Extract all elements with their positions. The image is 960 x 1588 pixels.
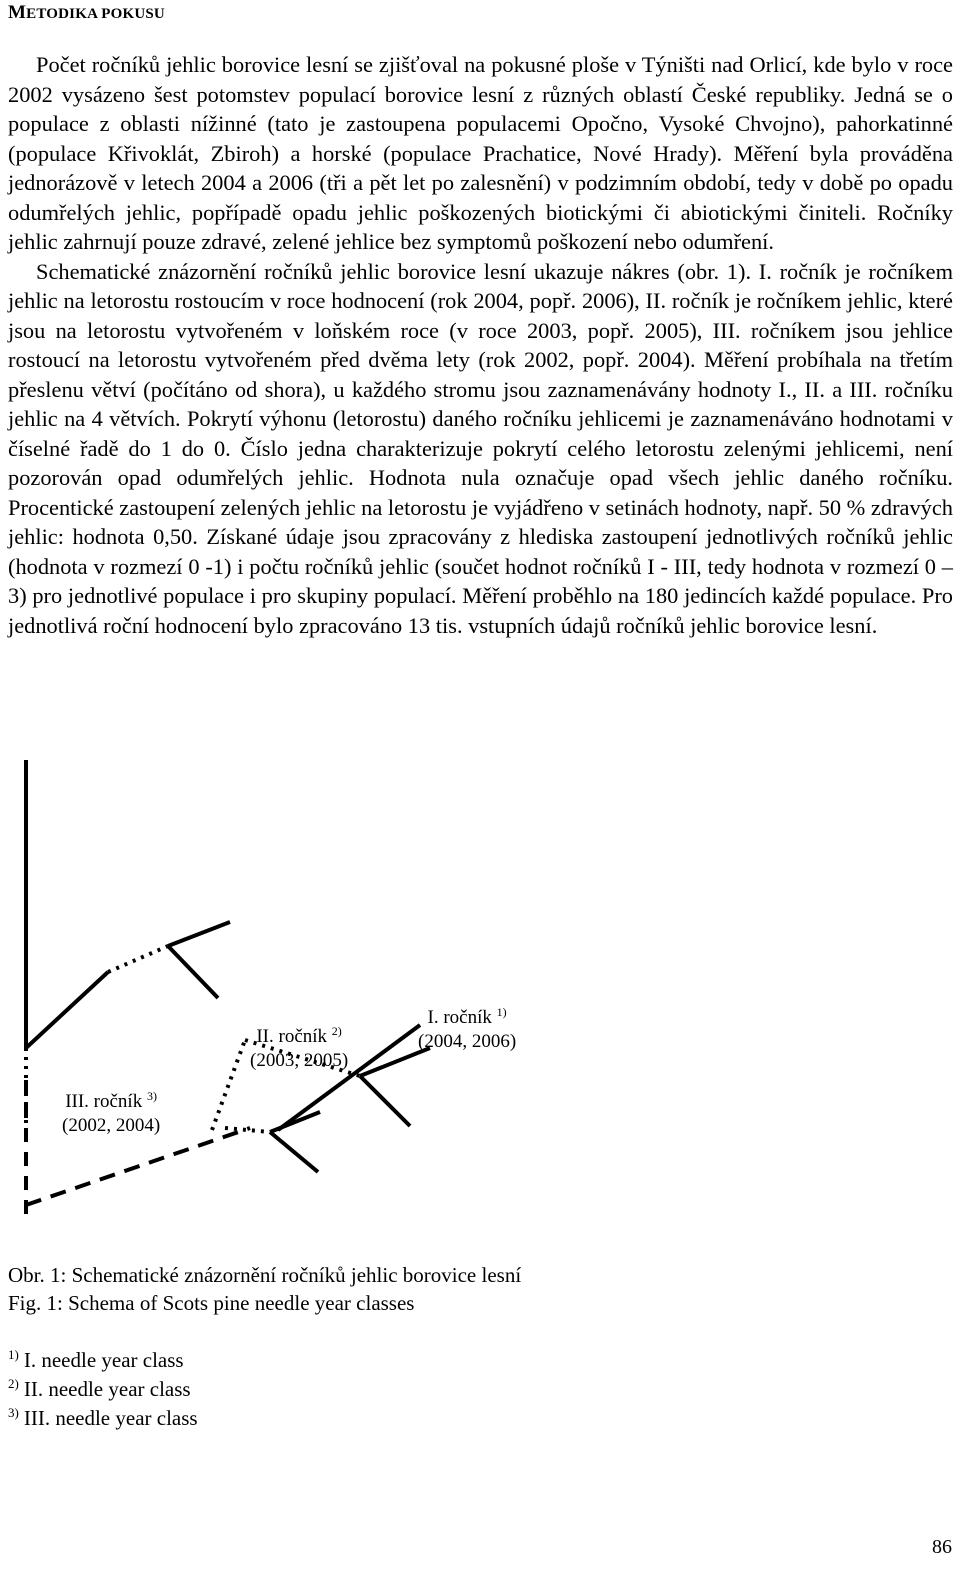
needle-schema-figure [0, 750, 960, 1230]
paragraph-1: Počet ročníků jehlic borovice lesní se zjišťoval na pokusné ploše v Týništi nad Orlicí, kde bylo v roce 2002 vysázeno šest potomstev populací borovice lesní z různých oblastí České republiky. Jedná se o populace z oblasti nížinné (tato je zastoupena populacemi Opočno, Vysoké Chvojno), pahorkatinné (populace Křivoklát, Zbiroh) a horské (populace Prachatice, Nové Hrady). Měření byla prováděna jednorázově v letech 2004 a 2006 (tři a pět let po zalesnění) v podzimním období, tedy v době po opadu odumřelých jehlic, popřípadě opadu jehlic poškozených biotickými či abiotickými činiteli. Ročníky jehlic zahrnují pouze zdravé, zelené jehlice bez symptomů poškození nebo odumření. [8, 52, 953, 254]
footnote-3 [8, 1405, 198, 1432]
branch-year-1-upper [26, 972, 108, 1048]
footnote-1-text: I. needle year class [23, 1348, 184, 1372]
label-1-years: (2004, 2006) [418, 1031, 517, 1052]
branch-year-2-right [212, 1040, 245, 1130]
footnote-3-text: III. needle year class [23, 1406, 198, 1430]
body-text [8, 50, 953, 640]
needle-schema-drawing [0, 750, 960, 1230]
figure-caption-en: Fig. 1: Schema of Scots pine needle year classes [8, 1291, 415, 1315]
figure-caption-cz: Obr. 1: Schematické znázornění ročníků jehlic borovice lesní [8, 1263, 522, 1287]
label-year-class-2 [250, 1025, 348, 1073]
branch-year-3 [26, 1128, 250, 1205]
branch-year-2-upper [108, 946, 168, 972]
footnote-1 [8, 1347, 184, 1374]
label-year-class-1 [418, 1006, 516, 1054]
label-3-title: III. ročník [65, 1091, 143, 1112]
label-1-title: I. ročník [427, 1007, 492, 1028]
footnote-2-text: II. needle year class [23, 1377, 191, 1401]
label-3-years: (2002, 2004) [62, 1115, 161, 1136]
footnote-1-mark: 1) [8, 1347, 19, 1362]
section-heading [8, 2, 165, 24]
heading-initial: M [8, 2, 27, 23]
label-1-sup: 1) [496, 1005, 507, 1019]
label-2-title: II. ročník [256, 1026, 328, 1047]
footnote-2 [8, 1376, 191, 1403]
footnote-2-mark: 2) [8, 1376, 19, 1391]
page-number: 86 [932, 1536, 952, 1558]
needles-lower [270, 1112, 320, 1172]
heading-rest: ETODIKA POKUSU [26, 6, 165, 22]
needles-upper [168, 922, 230, 998]
label-2-sup: 2) [331, 1024, 342, 1038]
label-3-sup: 3) [146, 1089, 157, 1103]
footnote-3-mark: 3) [8, 1405, 19, 1420]
label-year-class-3 [62, 1090, 160, 1138]
label-2-years: (2003, 2005) [250, 1050, 349, 1071]
paragraph-2: Schematické znázornění ročníků jehlic borovice lesní ukazuje nákres (obr. 1). I. ročník je ročníkem jehlic na letorostu rostoucím v roce hodnocení (rok 2004, popř. 2006), II. ročník je ročníkem jehlic, které jsou na letorostu vytvořeném v loňském roce (v roce 2003, popř. 2005), III. ročníkem jsou jehlice rostoucí na letorostu vytvořeném před dvěma lety (rok 2002, popř. 2004). Měření probíhala na třetím přeslenu větví (počítáno od shora), u každého stromu jsou zaznamenávány hodnoty I., II. a III. ročníku jehlic na 4 větvích. Pokrytí výhonu (letorostu) daného ročníku jehlicemi je zaznamenáváno hodnotami v číselné řadě do 1 do 0. Číslo jedna charakterizuje pokrytí celého letorostu zelenými jehlicemi, není pozorován opad odumřelých jehlic. Hodnota nula označuje opad všech jehlic daného ročníku. Procentické zastoupení zelených jehlic na letorostu je vyjádřeno v setinách hodnoty, např. 50 % zdravých jehlic: hodnota 0,50. Získané údaje jsou zpracovány z hlediska zastoupení jednotlivých ročníků jehlic (hodnota v rozmezí 0 -1) i počtu ročníků jehlic (součet hodnot ročníků I - III, tedy hodnota v rozmezí 0 – 3) pro jednotlivé populace i pro skupiny populací. Měření proběhlo na 180 jedincích každé populace. Pro jednotlivá roční hodnocení bylo zpracováno 13 tis. vstupních údajů ročníků jehlic borovice lesní. [8, 258, 953, 638]
